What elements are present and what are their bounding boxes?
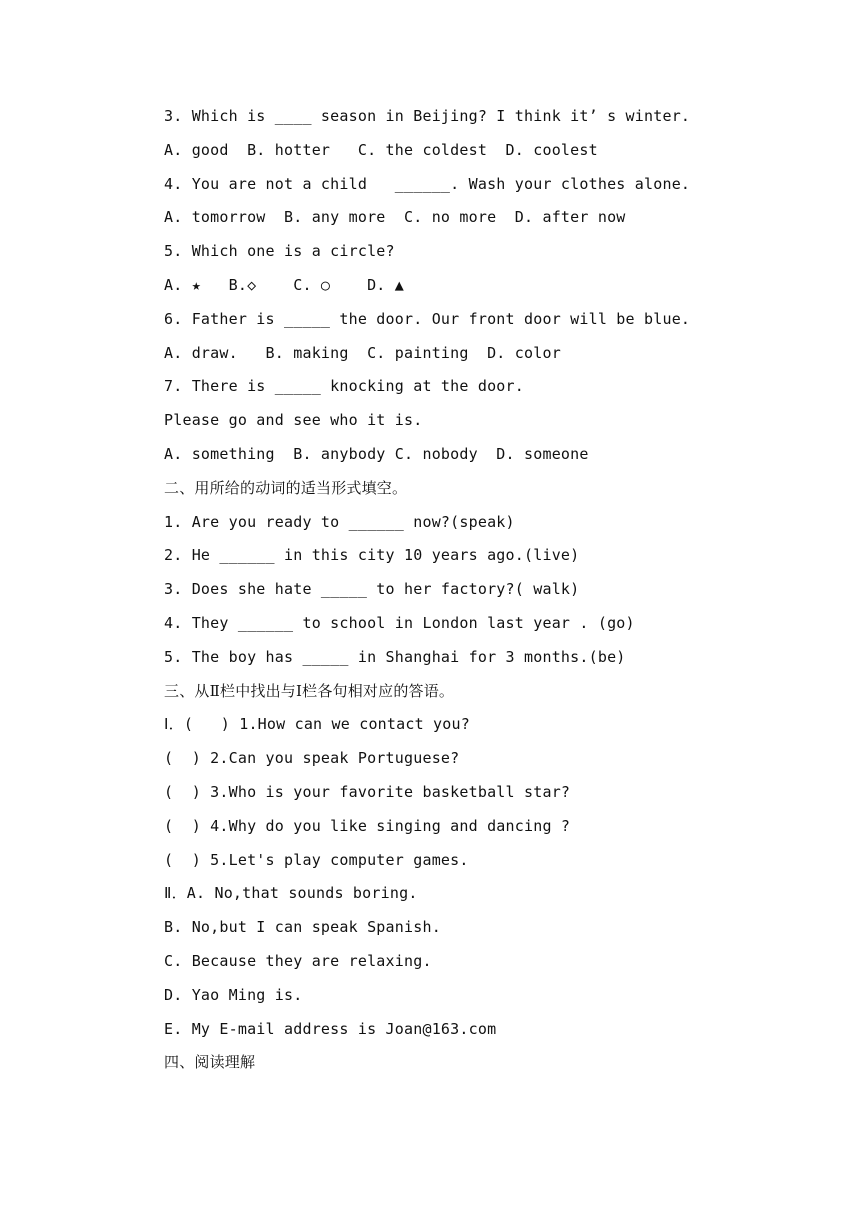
question-5-options: A. ★ B.◇ C. ○ D. ▲ [164, 275, 404, 294]
match-column-2-item-a: Ⅱ．A. No,that sounds boring. [164, 884, 418, 903]
question-3: 3. Which is ____ season in Beijing? I think it’ s winter. [164, 107, 691, 125]
document-page [164, 100, 804, 1080]
question-5: 5. Which one is a circle? [164, 242, 395, 261]
match-column-1-item-3: ( ) 3.Who is your favorite basketball star? [164, 782, 571, 801]
match-column-2-item-e: E. My E-mail address is Joan@163.com [164, 1019, 497, 1038]
question-7-options: A. something B. anybody C. nobody D. someone [164, 444, 589, 463]
section-3-heading: 三、从Ⅱ栏中找出与Ⅰ栏各句相对应的答语。 [164, 681, 455, 700]
question-4: 4. You are not a child ______. Wash your clothes alone. [164, 174, 691, 193]
match-column-1-item-2: ( ) 2.Can you speak Portuguese? [164, 749, 460, 768]
verb-item-3: 3. Does she hate _____ to her factory?( walk) [164, 580, 580, 599]
verb-item-2: 2. He ______ in this city 10 years ago.(live) [164, 546, 580, 565]
question-4-options: A. tomorrow B. any more C. no more D. after now [164, 208, 626, 227]
question-6-options: A. draw. B. making C. painting D. color [164, 343, 561, 362]
section-4-heading: 四、阅读理解 [164, 1053, 256, 1072]
section-2-heading: 二、用所给的动词的适当形式填空。 [164, 478, 408, 497]
match-column-2-item-c: C. Because they are relaxing. [164, 951, 432, 970]
verb-item-1: 1. Are you ready to ______ now?(speak) [164, 512, 515, 531]
question-7-continued: Please go and see who it is. [164, 411, 423, 430]
question-3-options: A. good B. hotter C. the coldest D. coolest [164, 140, 598, 159]
verb-item-5: 5. The boy has _____ in Shanghai for 3 months.(be) [164, 647, 626, 666]
question-7: 7. There is _____ knocking at the door. [164, 377, 524, 396]
match-column-2-item-b: B. No,but I can speak Spanish. [164, 918, 441, 937]
question-6: 6. Father is _____ the door. Our front door will be blue. [164, 309, 691, 328]
match-column-1-item-4: ( ) 4.Why do you like singing and dancing ? [164, 816, 571, 835]
match-column-2-item-d: D. Yao Ming is. [164, 985, 303, 1004]
verb-item-4: 4. They ______ to school in London last year . (go) [164, 613, 635, 632]
match-column-1-item-5: ( ) 5.Let's play computer games. [164, 850, 469, 869]
match-column-1-item-1: Ⅰ．( ) 1.How can we contact you? [164, 715, 470, 734]
